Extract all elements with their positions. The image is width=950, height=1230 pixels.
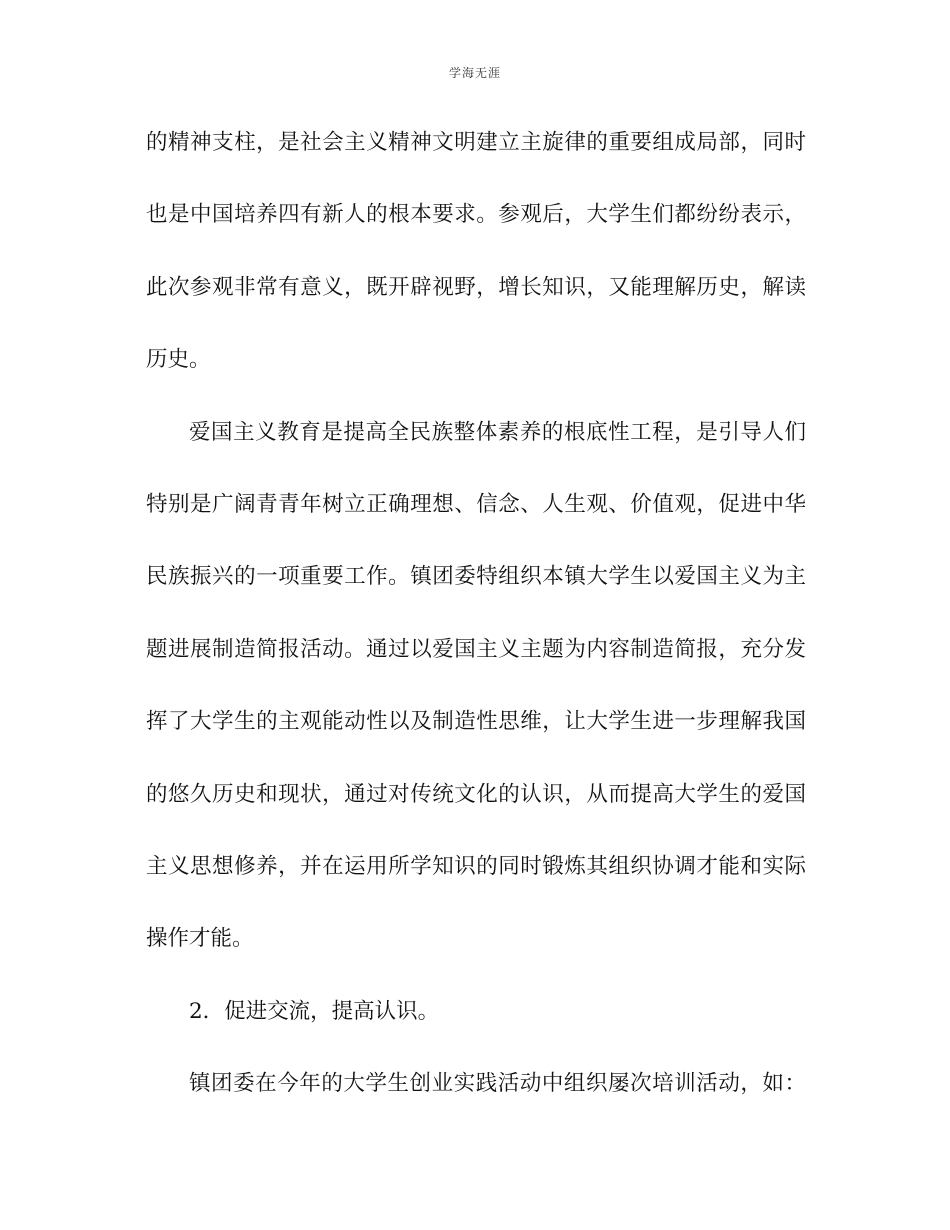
text-line: 题进展制造简报活动。通过以爱国主义主题为内容制造简报，充分发 xyxy=(146,636,806,662)
text-line: 也是中国培养四有新人的根本要求。参观后，大学生们都纷纷表示， xyxy=(146,202,806,228)
text-line: 历史。 xyxy=(146,347,211,373)
section-heading: 2．促进交流，提高认识。 xyxy=(189,998,440,1024)
text-line: 特别是广阔青青年树立正确理想、信念、人生观、价值观，促进中华 xyxy=(146,491,806,517)
text-line: 主义思想修养，并在运用所学知识的同时锻炼其组织协调才能和实际 xyxy=(146,853,806,879)
text-line: 挥了大学生的主观能动性以及制造性思维，让大学生进一步理解我国 xyxy=(146,709,806,735)
document-body xyxy=(146,119,806,1132)
page-header: 学海无涯 xyxy=(448,66,501,80)
text-line: 操作才能。 xyxy=(146,926,254,952)
text-line: 的精神支柱，是社会主义精神文明建立主旋律的重要组成局部，同时 xyxy=(146,130,806,155)
text-line: 的悠久历史和现状，通过对传统文化的认识，从而提高大学生的爱国 xyxy=(146,781,806,807)
text-line: 民族振兴的一项重要工作。镇团委特组织本镇大学生以爱国主义为主 xyxy=(146,564,806,590)
paragraph-first-line: 镇团委在今年的大学生创业实践活动中组织屡次培训活动，如： xyxy=(189,1071,806,1097)
text-line: 此次参观非常有意义，既开辟视野，增长知识，又能理解历史，解读 xyxy=(146,274,806,300)
paragraph-first-line: 爱国主义教育是提高全民族整体素养的根底性工程，是引导人们 xyxy=(189,419,806,445)
